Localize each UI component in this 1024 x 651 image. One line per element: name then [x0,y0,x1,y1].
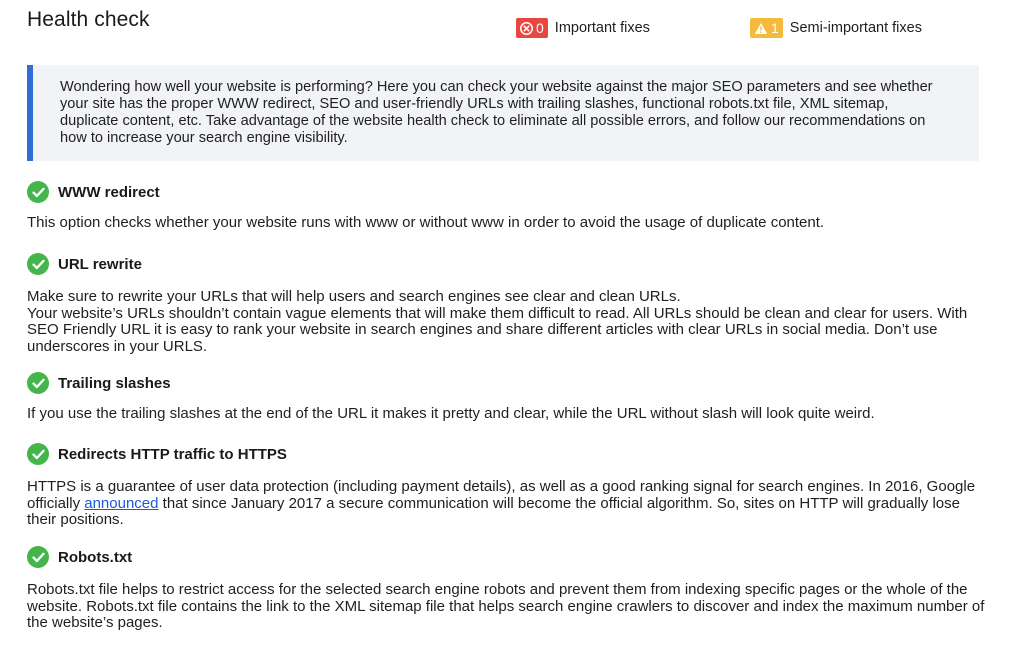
warning-icon [754,22,768,35]
section-title: URL rewrite [58,255,142,273]
section-robots-txt [27,546,987,632]
section-text: Make sure to rewrite your URLs that will help users and search engines see clear and clean URLs. [27,288,681,305]
page-title: Health check [27,8,150,31]
section-text-after-link: that since January 2017 a secure communication will become the official algorithm. So, sites on HTTP will gradually lose their positions. [27,494,960,528]
section-title: Trailing slashes [58,374,171,392]
section-text-before-link: HTTPS is a guarantee of user data protection (including payment details), as well as a good ranking signal for search engines. In 2016, Google officially [27,478,976,512]
section-title: WWW redirect [58,183,160,201]
intro-callout [27,65,979,161]
announced-link[interactable]: announced [84,494,159,512]
section-trailing-slashes [27,372,987,423]
check-circle-icon [27,443,49,465]
semi-important-fixes-legend[interactable] [750,17,922,39]
check-circle-icon [27,372,49,394]
section-www-redirect [27,181,987,232]
section-text: Your website’s URLs shouldn’t contain vague elements that will make them difficult to read. All URLs should be clean and clear for users. With SEO Friendly URL it is easy to rank your website in search engines and share different articles with clear URLs in social media. Don’t use underscores in your URLS. [27,304,968,355]
section-text: Robots.txt file helps to restrict access for the selected search engine robots and prevent them from indexing specific pages or the whole of the website. Robots.txt file contains the link to the XML sitemap file that helps search engine crawlers to discover and index the maximum number of the website’s pages. [27,581,985,631]
important-fixes-label: Important fixes [554,20,650,36]
semi-important-fixes-badge [750,18,783,38]
check-circle-icon [27,181,49,203]
important-fixes-legend[interactable] [516,17,650,39]
semi-important-fixes-count: 1 [771,20,779,36]
section-text [27,479,987,529]
section-text: If you use the trailing slashes at the end of the URL it makes it pretty and clear, while the URL without slash will look quite weird. [27,405,875,422]
intro-text: Wondering how well your website is performing? Here you can check your website against the major SEO parameters and see whether your site has the proper WWW redirect, SEO and user-friendly URLs with trailing slashes, functional robots.txt file, XML sitemap, duplicate content, etc. Take advantage of the website health check to eliminate all possible errors, and follow our recommendations on how to increase your search engine visibility. [60,79,933,146]
section-title: Robots.txt [58,548,133,566]
check-circle-icon [27,546,49,568]
section-https-redirect [27,443,987,529]
check-circle-icon [27,253,49,275]
section-text: This option checks whether your website runs with www or without www in order to avoid the usage of duplicate content. [27,214,825,231]
error-icon [520,22,533,35]
section-title: Redirects HTTP traffic to HTTPS [58,445,287,463]
important-fixes-count: 0 [536,20,544,36]
semi-important-fixes-label: Semi-important fixes [789,20,922,36]
important-fixes-badge [516,18,548,38]
section-url-rewrite [27,253,987,355]
